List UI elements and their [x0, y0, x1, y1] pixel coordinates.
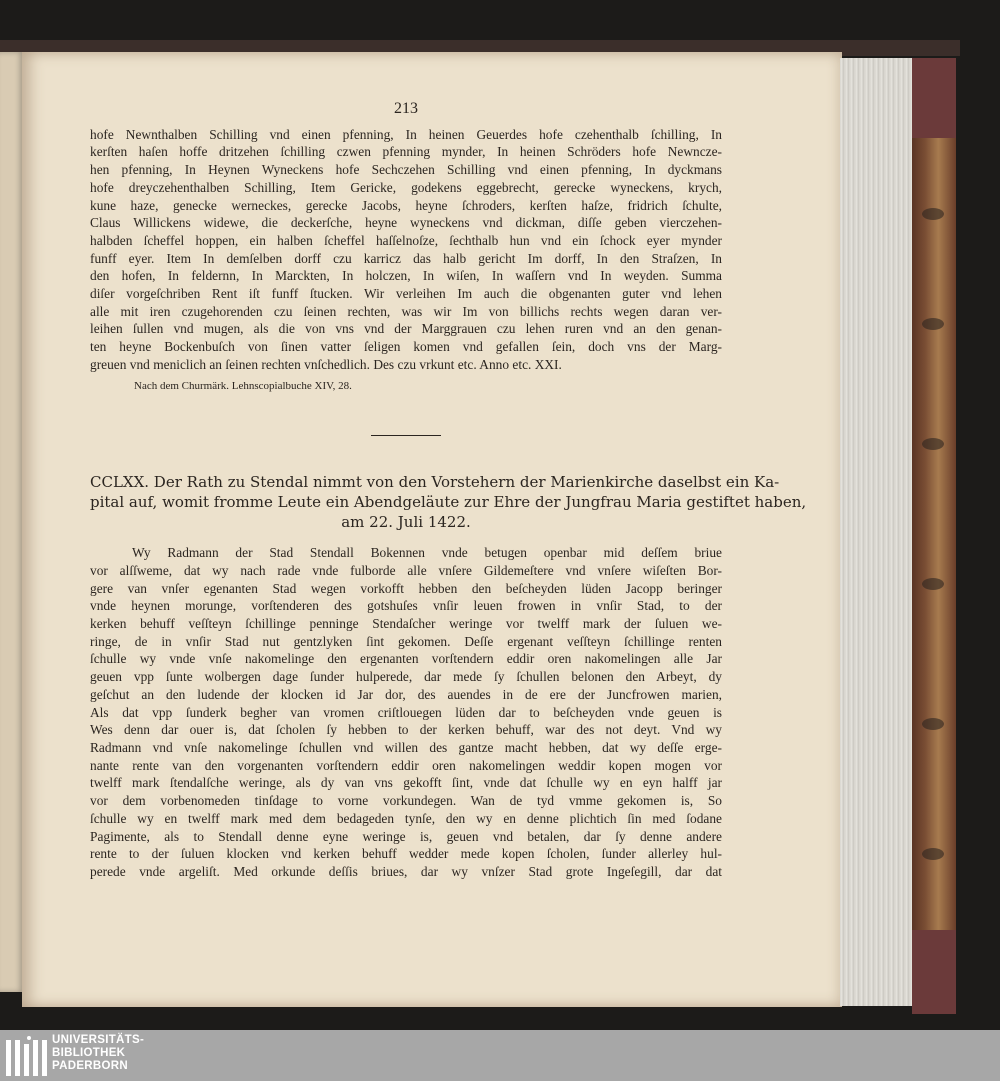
- library-logo-icon: [6, 1036, 50, 1076]
- text-line: hofe dreyczehenthalben Schilling, Item Gericke, godekens eggebrecht, gerecke wyneckens, krych,: [90, 179, 722, 195]
- section-divider: [371, 435, 441, 436]
- text-line: vnde heynen morunge, vorſtenderen des gotshuſes vnſir leuen frowen in vnſir Stad, to der: [90, 598, 722, 614]
- heading-line: pital auf, womit fromme Leute ein Abendgeläute zur Ehre der Jungfrau Maria gestiftet haben,: [90, 493, 807, 512]
- text-line: den hofen, In feldernn, In Marckten, In holczen, In wiſen, In waſſern vnd In weyden. Summa: [90, 268, 722, 284]
- text-line: kune haze, genecke werneckes, gerecke Jacobs, heyne ſchroders, kerſten haſze, fridrich ſchulte,: [90, 197, 722, 213]
- text-line: Als dat vpp ſunderk begher van vromen criſtlouegen lüden dar to beſcheyden vnde geuen is: [90, 704, 722, 720]
- text-line: twelff mark ſtendalſche weringe, als dy van vns gekofft ſint, vnde dat ſchulle wy en eyn halff jar: [90, 775, 722, 791]
- page-stack-edge: [840, 58, 918, 1006]
- book-spine: [912, 58, 956, 1014]
- text-line: alle mit iren czugehorenden czu ſeinen rechten, was wir Im von billichs rechts wegen daran ver-: [90, 303, 722, 319]
- page-content: [90, 100, 807, 881]
- text-line: ringe, de in vnſir Stad nut gentzlyken ſint gekomen. Deſſe ergenant veſſteyn ſchillinge renten: [90, 633, 722, 649]
- heading-line: am 22. Juli 1422.: [341, 513, 471, 532]
- text-line: Wy Radmann der Stad Stendall Bokennen vnde betugen openbar mid deſſem briue: [132, 545, 722, 561]
- paragraph-continued: [90, 126, 722, 374]
- text-line: ſchulle wy en twelff mark med dem bedageden tynſe, den wy en denne plichtich ſin med ſodane: [90, 810, 722, 826]
- text-line: ten heyne Bockenbuſch von ſinen vatter ſeligen komen vnd gefallen ſein, doch vns der Marg-: [90, 339, 722, 355]
- text-line: Wes denn dar ouer is, dat ſcholen ſy hebben to der kerken behuff, war des not deyt. Vnd wy: [90, 722, 722, 738]
- library-name: [52, 1034, 144, 1073]
- text-line: nante rente van den vorgenanten vorſtendern eddir oren nakomelingen weddir kopen mogen vor: [90, 757, 722, 773]
- left-page-edge: [0, 52, 24, 992]
- library-name-line: BIBLIOTHEK: [52, 1047, 126, 1059]
- text-line: perede vnde argeliſt. Med orkunde deſſis briues, dar wy vnſzer Stad grote Ingeſegill, dar dat: [90, 863, 722, 879]
- document-body: [90, 544, 722, 880]
- text-line: kerſten haſen hoffe dritzehen ſchilling czwen pfenning mynder, In heinen Schröders hofe Newncze-: [90, 144, 722, 160]
- text-line: funff eyer. Item In demſelben dorff czu karricz das halb gericht Im dorff, In den Straſzen, In: [90, 250, 722, 266]
- library-name-line: UNIVERSITÄTS-: [52, 1034, 145, 1046]
- text-line: Radmann vnd vnſe nakomelinge ſchullen vnd willen des gantze macht hebben, dat wy deſſe erge-: [90, 739, 722, 755]
- text-line: kerken behuff veſſteyn ſchillinge penninge Stendaſcher weringe vor twelff mark der ſuluen we-: [90, 616, 722, 632]
- document-heading: [90, 472, 807, 532]
- text-line: leihen ſullen vnd mugen, als die von vns vnd der Marggrauen czu lehen ruren vnd an den genan-: [90, 321, 722, 337]
- library-footer: [0, 1030, 1000, 1081]
- spine-cap-top: [912, 58, 956, 138]
- text-line: hen pfenning, In Heynen Wyneckens hofe Sechczehen Schilling vnd einen pfenning, In dyckmans: [90, 162, 722, 178]
- library-name-line: PADERBORN: [52, 1060, 128, 1072]
- text-line: hofe Newnthalben Schilling vnd einen pfenning, In heinen Geuerdes hofe czehenthalb ſchilling, In: [90, 126, 722, 142]
- text-line: halbden ſcheffel hoppen, ein halben ſcheffel haſſelnoſze, ſechthalb hun vnd ein ſchock eyer mynder: [90, 232, 722, 248]
- text-line: vor dem vorbenomeden tinſdage to vorne vorkundegen. Wan de tyd vmme gekomen is, So: [90, 793, 722, 809]
- text-line: gere van vnſer egenanten Stad wegen vorkofft hebben den beſcheyden lüden Jacopp beringer: [90, 580, 722, 596]
- text-line: ſchulle wy vnde vnſe nakomelinge den ergenanten vorſtendern eddir oren nakomelingen alle Jar: [90, 651, 722, 667]
- text-line: Claus Willickens widewe, die deckerſche, heyne wyneckens vnd dickman, diſſe geben vierczehen-: [90, 215, 722, 231]
- spine-cap-bottom: [912, 930, 956, 1014]
- text-line: greuen vnd menicliсh an ſeinen rechten vnſchedlich. Des czu vrkunt etc. Anno etc. XXI.: [90, 356, 562, 372]
- text-line: diſer vorgeſchriben Rent iſt funff ſtucken. Wir verleihen Im auch die obgenanten guter vnd lehen: [90, 286, 722, 302]
- text-line: vor alſſweme, dat wy nach rade vnde fulborde alle vnſere Gildemeſtere vnd vnſere wiſeſten Bor-: [90, 562, 722, 578]
- source-note: Nach dem Churmärk. Lehnscopialbuche XIV, 28.: [134, 379, 352, 392]
- text-line: geuen vpp ſunte wolbergen dage ſunder hulperede, dar mede ſy ſchullen belonen den Arbeyt, dy: [90, 669, 722, 685]
- page-number: 213: [394, 100, 418, 117]
- heading-line: CCLXX. Der Rath zu Stendal nimmt von den Vorstehern der Marienkirche daselbst ein Ka-: [90, 473, 780, 492]
- text-line: Pagimente, als to Stendall denne eyne weringe is, geuen vnd betalen, dar ſy denne andere: [90, 828, 722, 844]
- text-line: rente to der ſuluen klocken vnd kerken behuff wedder mede kopen ſcholen, ſunder allerley hul-: [90, 846, 722, 862]
- text-line: geſchut an den ludende der klocken id Jar dor, des auendes in de ere der Juncfrowen marien,: [90, 686, 722, 702]
